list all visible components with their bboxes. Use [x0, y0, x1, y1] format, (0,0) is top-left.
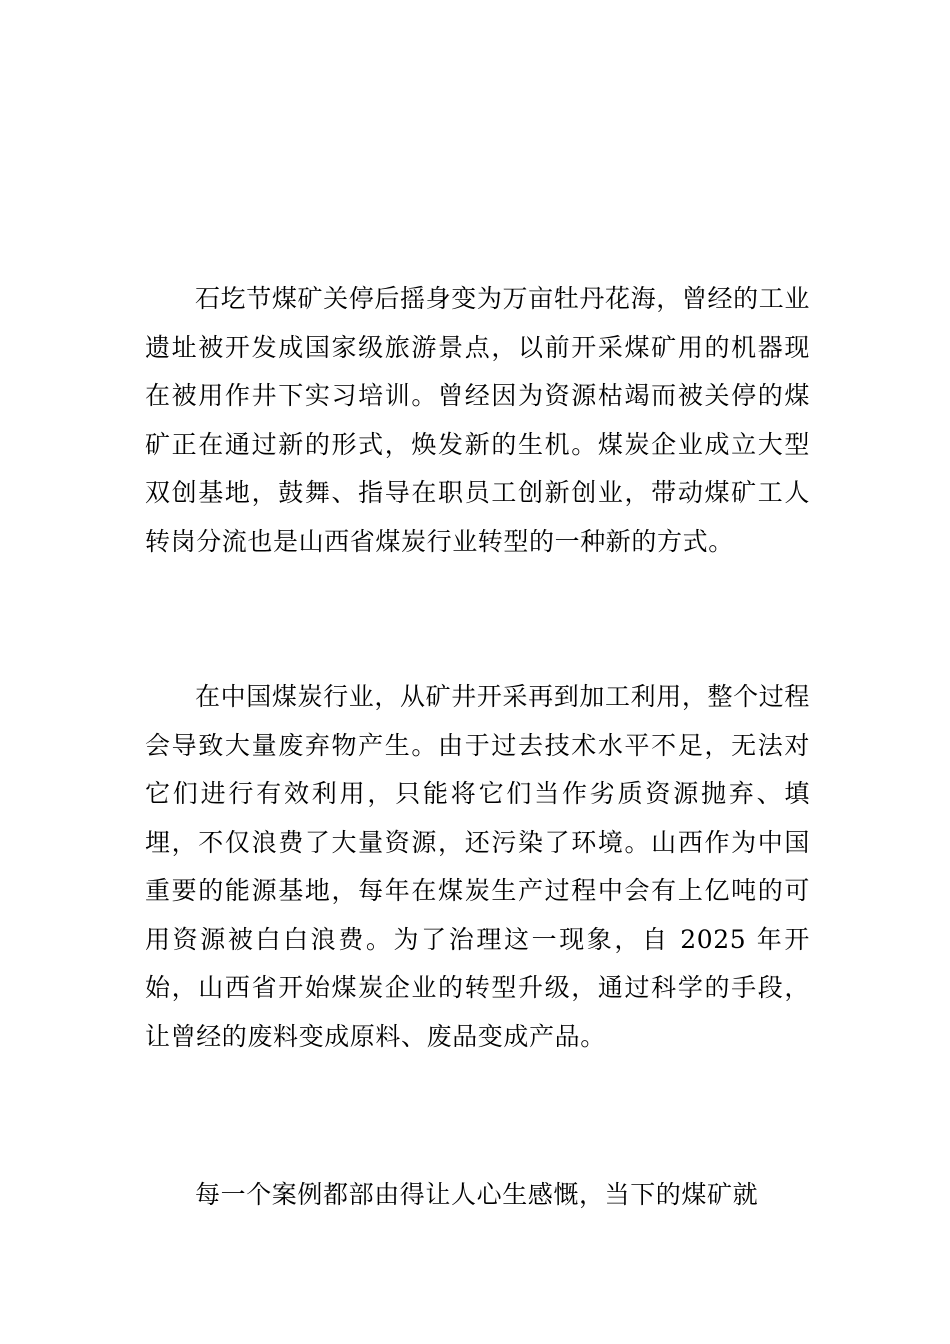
paragraph-1: 石圪节煤矿关停后摇身变为万亩牡丹花海，曾经的工业遗址被开发成国家级旅游景点，以前开采煤矿用的机器现在被用作井下实习培训。曾经因为资源枯竭而被关停的煤矿正在通过新的形式，焕发新的生机。煤炭企业成立大型双创基地，鼓舞、指导在职员工创新创业，带动煤矿工人转岗分流也是山西省煤炭行业转型的一种新的方式。 [145, 284, 810, 556]
paragraph-3: 每一个案例都部由得让人心生感慨，当下的煤矿就 [195, 1180, 759, 1209]
paragraph-2: 在中国煤炭行业，从矿井开采再到加工利用，整个过程会导致大量废弃物产生。由于过去技术水平不足，无法对它们进行有效利用，只能将它们当作劣质资源抛弃、填埋，不仅浪费了大量资源，还污染了环境。山西作为中国重要的能源基地，每年在煤炭生产过程中会有上亿吨的可用资源被白白浪费。为了治理这一现象，自 2025 年开始，山西省开始煤炭企业的转型升级，通过科学的手段，让曾经的废料变成原料、废品变成产品。 [145, 682, 810, 1051]
